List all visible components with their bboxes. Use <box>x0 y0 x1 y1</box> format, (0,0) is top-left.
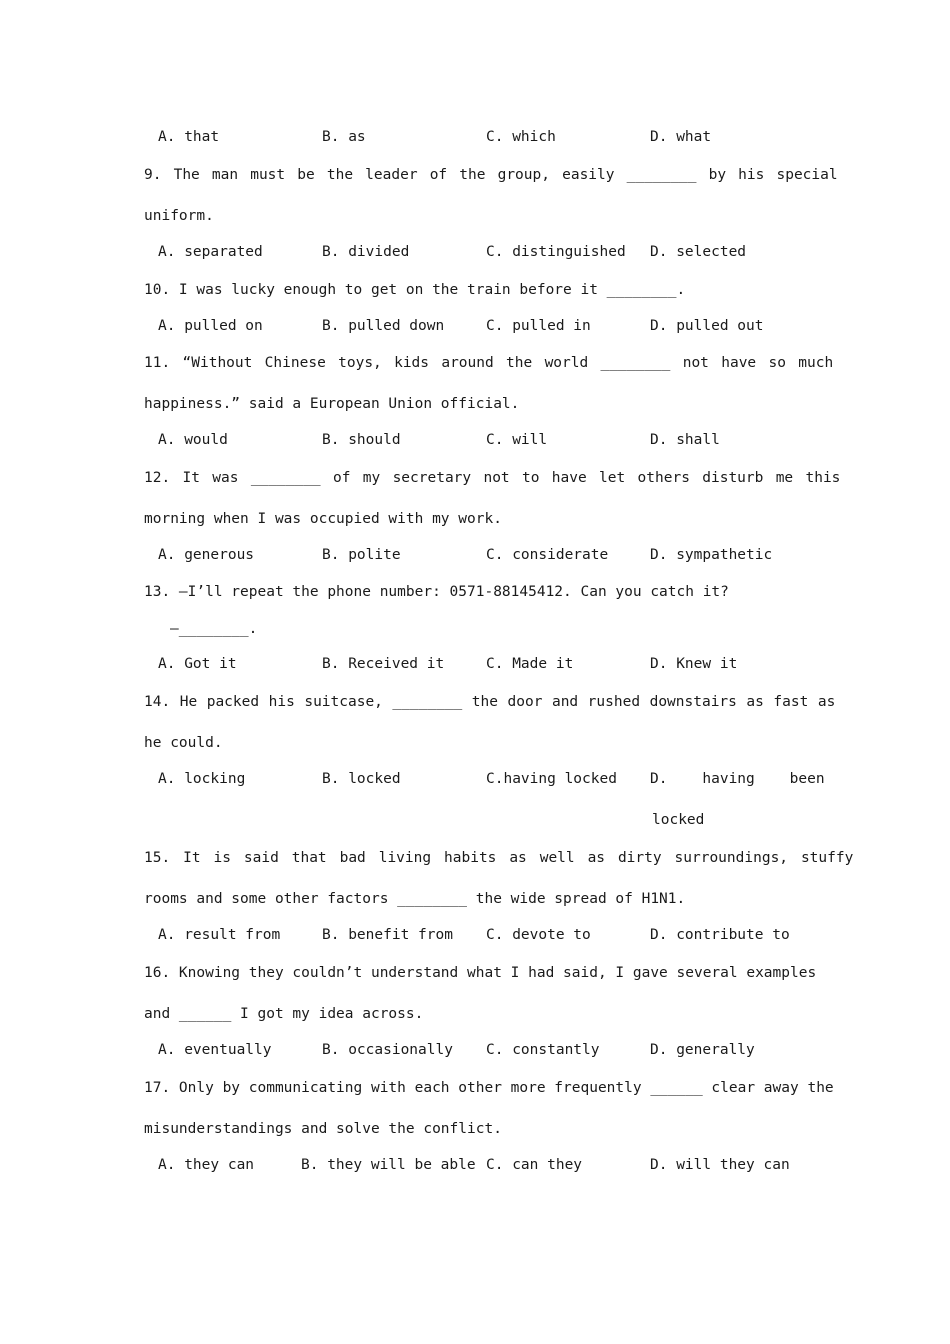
q9-option-b: B. divided <box>322 244 410 260</box>
q13-stem <box>0 581 950 603</box>
q17-stem-line1: 17. Only by communicating with each other more frequently ______ clear away the <box>144 1080 834 1096</box>
q9-stem <box>0 164 950 186</box>
q11-options <box>0 429 950 451</box>
q10-option-c: C. pulled in <box>486 318 591 334</box>
q17-stem-cont <box>0 1118 950 1140</box>
q16-stem <box>0 962 950 984</box>
q8-option-c: C. which <box>486 129 556 145</box>
q14-option-a: A. locking <box>158 771 246 787</box>
q12-stem-line1: 12. It was ________ of my secretary not to have let others disturb me this <box>144 470 841 486</box>
q16-options <box>0 1039 950 1061</box>
q8-option-d: D. what <box>650 129 712 145</box>
q14-stem-line2: he could. <box>144 735 223 751</box>
q15-option-c: C. devote to <box>486 927 591 943</box>
q11-option-b: B. should <box>322 432 401 448</box>
q17-option-b: B. they will be able <box>301 1157 476 1173</box>
q12-option-d: D. sympathetic <box>650 547 773 563</box>
q12-stem <box>0 467 950 489</box>
q15-stem-line1: 15. It is said that bad living habits as well as dirty surroundings, stuffy <box>144 850 854 866</box>
q13-option-d: D. Knew it <box>650 656 738 672</box>
q16-option-d: D. generally <box>650 1042 755 1058</box>
q17-options <box>0 1154 950 1176</box>
q12-stem-line2: morning when I was occupied with my work. <box>144 511 502 527</box>
q14-option-d: D. having been <box>650 771 825 787</box>
q8-option-a: A. that <box>158 129 220 145</box>
q11-stem <box>0 352 950 374</box>
q10-option-d: D. pulled out <box>650 318 764 334</box>
q16-option-c: C. constantly <box>486 1042 600 1058</box>
q15-option-a: A. result from <box>158 927 281 943</box>
q14-option-d-cont <box>0 809 950 831</box>
q9-option-d: D. selected <box>650 244 747 260</box>
q16-option-b: B. occasionally <box>322 1042 453 1058</box>
q10-options <box>0 315 950 337</box>
q14-stem <box>0 691 950 713</box>
q15-stem-line2: rooms and some other factors ________ the wide spread of H1N1. <box>144 891 686 907</box>
q15-options <box>0 924 950 946</box>
q14-option-c: C.having locked <box>486 771 617 787</box>
q15-option-d: D. contribute to <box>650 927 790 943</box>
q17-option-c: C. can they <box>486 1157 583 1173</box>
q15-stem <box>0 847 950 869</box>
q12-option-a: A. generous <box>158 547 255 563</box>
q13-option-a: A. Got it <box>158 656 237 672</box>
q11-stem-line1: 11. “Without Chinese toys, kids around the world ________ not have so much <box>144 355 834 371</box>
q13-option-b: B. Received it <box>322 656 445 672</box>
q9-option-c: C. distinguished <box>486 244 626 260</box>
q11-option-a: A. would <box>158 432 228 448</box>
q11-stem-cont <box>0 393 950 415</box>
q14-options <box>0 768 950 790</box>
q13-stem-line2: —________. <box>170 621 258 637</box>
q15-option-b: B. benefit from <box>322 927 453 943</box>
q16-stem-cont <box>0 1003 950 1025</box>
q11-option-d: D. shall <box>650 432 720 448</box>
q8-option-b: B. as <box>322 129 366 145</box>
q16-stem-line2: and ______ I got my idea across. <box>144 1006 424 1022</box>
q17-stem <box>0 1077 950 1099</box>
q10-option-b: B. pulled down <box>322 318 445 334</box>
q11-stem-line2: happiness.” said a European Union official. <box>144 396 520 412</box>
q15-stem-cont <box>0 888 950 910</box>
q13-stem-line1: 13. —I’ll repeat the phone number: 0571-88145412. Can you catch it? <box>144 584 729 600</box>
q9-stem-line1: 9. The man must be the leader of the group, easily ________ by his special <box>144 167 838 183</box>
q14-stem-cont <box>0 732 950 754</box>
q13-options <box>0 653 950 675</box>
q10-stem <box>0 279 950 301</box>
q11-option-c: C. will <box>486 432 548 448</box>
q9-options <box>0 241 950 263</box>
q16-option-a: A. eventually <box>158 1042 272 1058</box>
q12-options <box>0 544 950 566</box>
q13-stem-cont <box>0 618 950 640</box>
q9-stem-line2: uniform. <box>144 208 214 224</box>
q14-stem-line1: 14. He packed his suitcase, ________ the door and rushed downstairs as fast as <box>144 694 836 710</box>
q17-option-a: A. they can <box>158 1157 255 1173</box>
q14-option-b: B. locked <box>322 771 401 787</box>
q9-stem-cont <box>0 205 950 227</box>
q12-stem-cont <box>0 508 950 530</box>
q16-stem-line1: 16. Knowing they couldn’t understand what I had said, I gave several examples <box>144 965 817 981</box>
q12-option-c: C. considerate <box>486 547 609 563</box>
q12-option-b: B. polite <box>322 547 401 563</box>
q17-option-d: D. will they can <box>650 1157 790 1173</box>
q17-stem-line2: misunderstandings and solve the conflict. <box>144 1121 502 1137</box>
q13-option-c: C. Made it <box>486 656 574 672</box>
q14-option-d-line2: locked <box>652 812 705 828</box>
q10-option-a: A. pulled on <box>158 318 263 334</box>
q9-option-a: A. separated <box>158 244 263 260</box>
q10-stem-line1: 10. I was lucky enough to get on the train before it ________. <box>144 282 686 298</box>
q8-options <box>0 126 950 148</box>
